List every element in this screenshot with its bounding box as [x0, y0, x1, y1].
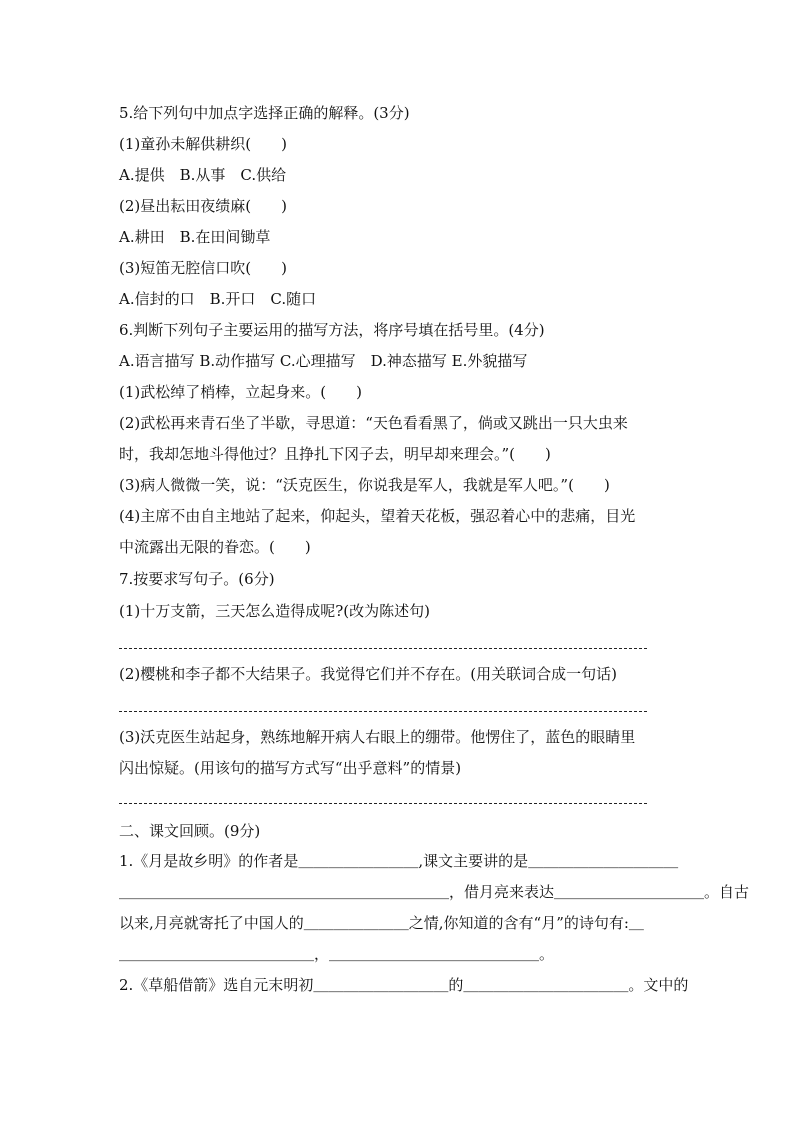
question-5-item-1: (1)童孙未解供耕织( ): [119, 135, 287, 153]
question-5-item-1-options: A.提供 B.从事 C.供给: [119, 166, 287, 184]
question-5-item-3: (3)短笛无腔信口吹( ): [119, 259, 287, 277]
question-6-item-4-line-2: 中流露出无限的眷恋。( ): [119, 538, 311, 556]
review-item-2-line-1: 2.《草船借箭》选自元末明初＿＿＿＿＿＿＿＿＿的＿＿＿＿＿＿＿＿＿＿＿。文中的: [119, 976, 689, 994]
question-7-item-3-line-2: 闪出惊疑。(用该句的描写方式写“出乎意料”的情景): [119, 759, 462, 777]
question-6-item-4-line-1: (4)主席不由自主地站了起来，仰起头，望着天花板，强忍着心中的悲痛，目光: [119, 507, 636, 525]
question-6-item-2-line-1: (2)武松再来青石坐了半歇，寻思道：“天色看看黑了，倘或又跳出一只大虫来: [119, 414, 628, 432]
question-5-item-2: (2)昼出耘田夜绩麻( ): [119, 197, 287, 215]
review-item-1-line-3: 以来,月亮就寄托了中国人的＿＿＿＿＿＿＿之情,你知道的含有“月”的诗句有:＿: [119, 914, 644, 932]
question-7-item-1: (1)十万支箭，三天怎么造得成呢?(改为陈述句): [119, 602, 430, 620]
answer-line-2[interactable]: [119, 711, 647, 712]
answer-line-1[interactable]: [119, 648, 647, 649]
question-6-heading: 6.判断下列句子主要运用的描写方法，将序号填在括号里。(4分): [119, 321, 545, 339]
question-6-item-2-line-2: 时，我却怎地斗得他过？且挣扎下冈子去，明早却来理会。”( ): [119, 445, 551, 463]
answer-line-3[interactable]: [119, 803, 647, 804]
review-item-1-line-2: ＿＿＿＿＿＿＿＿＿＿＿＿＿＿＿＿＿＿＿＿＿＿，借月亮来表达＿＿＿＿＿＿＿＿＿＿。自古: [119, 883, 750, 901]
question-5-heading: 5.给下列句中加点字选择正确的解释。(3分): [119, 104, 410, 122]
question-6-item-3: (3)病人微微一笑，说：“沃克医生，你说我是军人，我就是军人吧。”( ): [119, 476, 610, 494]
question-5-item-2-options: A.耕田 B.在田间锄草: [119, 228, 271, 246]
question-6-options: A.语言描写 B.动作描写 C.心理描写 D.神态描写 E.外貌描写: [119, 352, 528, 370]
question-7-item-3-line-1: (3)沃克医生站起身，熟练地解开病人右眼上的绷带。他愣住了，蓝色的眼睛里: [119, 728, 636, 746]
section-2-heading: 二、课文回顾。(9分): [119, 822, 261, 840]
question-7-heading: 7.按要求写句子。(6分): [119, 570, 275, 588]
review-item-1-line-1: 1.《月是故乡明》的作者是＿＿＿＿＿＿＿＿,课文主要讲的是＿＿＿＿＿＿＿＿＿＿: [119, 852, 679, 870]
review-item-1-line-4: ＿＿＿＿＿＿＿＿＿＿＿＿＿，＿＿＿＿＿＿＿＿＿＿＿＿＿＿。: [119, 945, 555, 963]
question-5-item-3-options: A.信封的口 B.开口 C.随口: [119, 290, 317, 308]
question-7-item-2: (2)樱桃和李子都不大结果子。我觉得它们并不存在。(用关联词合成一句话): [119, 665, 617, 683]
question-6-item-1: (1)武松绰了梢棒，立起身来。( ): [119, 383, 362, 401]
